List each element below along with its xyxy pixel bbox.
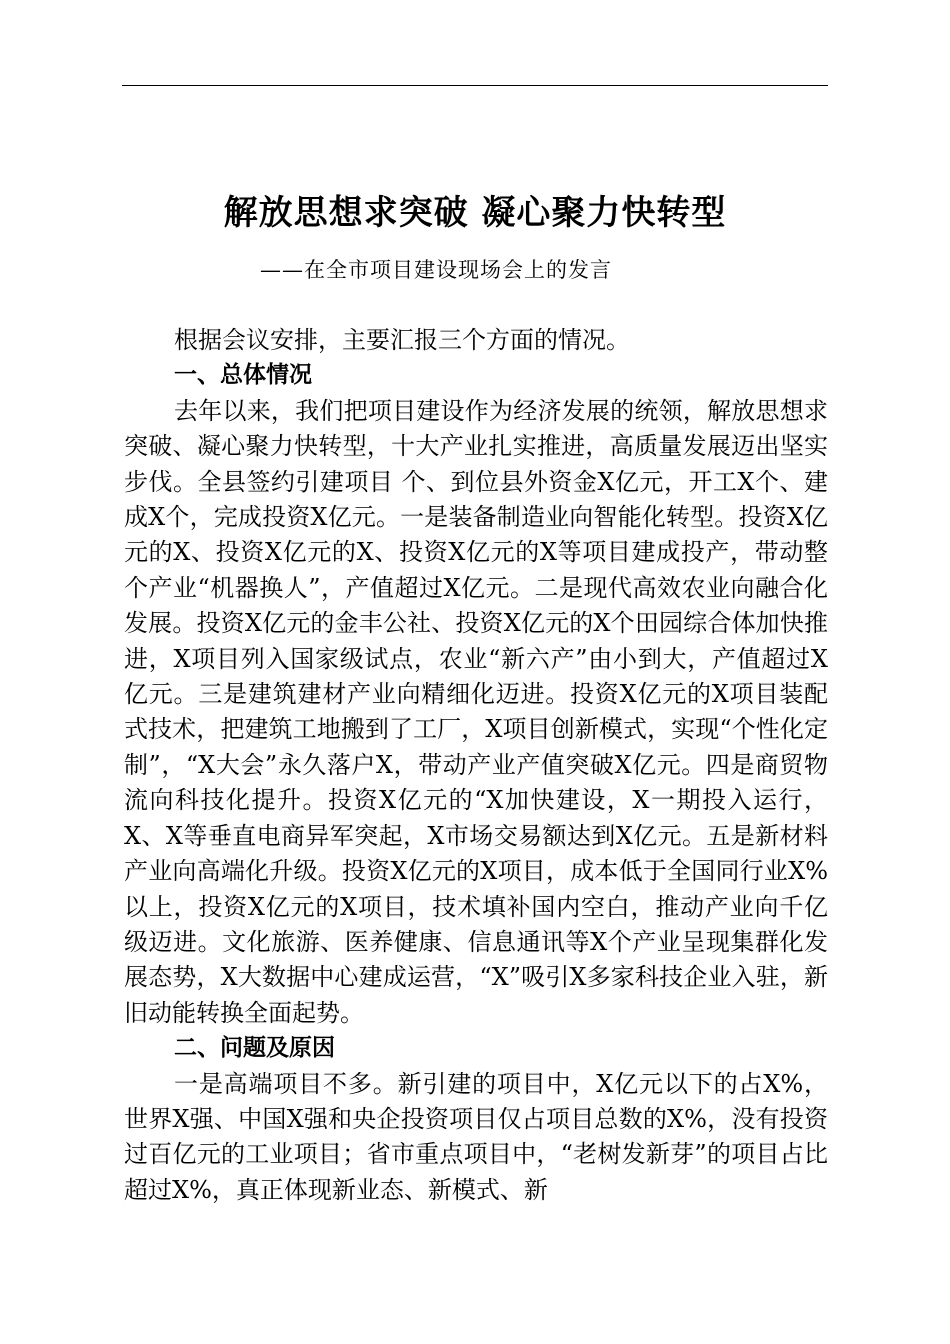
document-subtitle: ——在全市项目建设现场会上的发言 xyxy=(260,258,612,282)
document-body xyxy=(124,323,828,1208)
document-title: 解放思想求突破 凝心聚力快转型 xyxy=(223,193,727,233)
intro-paragraph: 根据会议安排，主要汇报三个方面的情况。 xyxy=(174,326,630,354)
problems-paragraph: 一是高端项目不多。新引建的项目中，X亿元以下的占X%，世界X强、中国X强和央企投资项目仅占项目总数的X%，没有投资过百亿元的工业项目；省市重点项目中，“老树发新芽”的项目占比超过X%，真正体现新业态、新模式、新 xyxy=(124,1069,828,1204)
section-heading-problems: 二、问题及原因 xyxy=(174,1035,335,1062)
section-heading-overview: 一、总体情况 xyxy=(174,362,312,389)
header-rule xyxy=(122,85,828,86)
overview-paragraph: 去年以来，我们把项目建设作为经济发展的统领，解放思想求突破、凝心聚力快转型，十大产业扎实推进，高质量发展迈出坚实步伐。全县签约引建项目 个、到位县外资金X亿元，开工X个、建成X个，完成投资X亿元。一是装备制造业向智能化转型。投资X亿元的X、投资X亿元的X、投资X亿元的X等项目建成投产，带动整个产业“机器换人”，产值超过X亿元。二是现代高效农业向融合化发展。投资X亿元的金丰公社、投资X亿元的X个田园综合体加快推进，X项目列入国家级试点，农业“新六产”由小到大，产值超过X亿元。三是建筑建材产业向精细化迈进。投资X亿元的X项目装配式技术，把建筑工地搬到了工厂，X项目创新模式，实现“个性化定制”，“X大会”永久落户X，带动产业产值突破X亿元。四是商贸物流向科技化提升。投资X亿元的“X加快建设，X一期投入运行，X、X等垂直电商异军突起，X市场交易额达到X亿元。五是新材料产业向高端化升级。投资X亿元的X项目，成本低于全国同行业X%以上，投资X亿元的X项目，技术填补国内空白，推动产业向千亿级迈进。文化旅游、医养健康、信息通讯等X个产业呈现集群化发展态势，X大数据中心建成运营，“X”吸引X多家科技企业入驻，新旧动能转换全面起势。 xyxy=(124,396,828,1027)
